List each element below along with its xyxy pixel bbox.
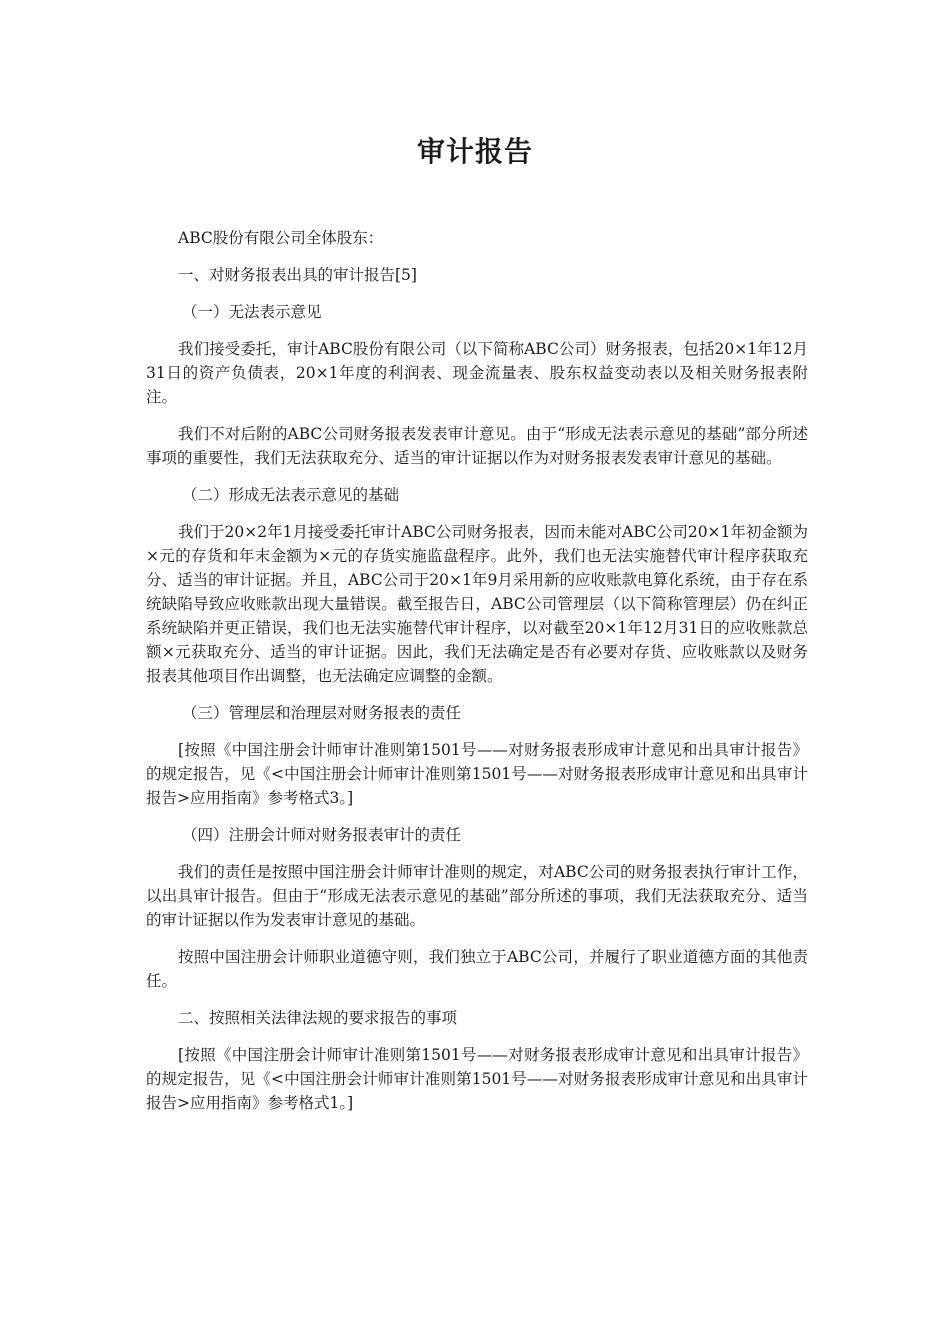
section2-heading: 二、按照相关法律法规的要求报告的事项 <box>178 1009 458 1027</box>
document-body <box>146 226 808 1128</box>
section2-paragraph: [按照《中国注册会计师审计准则第1501号——对财务报表形成审计意见和出具审计报告》的规定报告，见《<中国注册会计师审计准则第1501号——对财务报表形成审计意见和出具审计报告>应用指南》参考格式1。] <box>146 1046 808 1112</box>
section1-heading: 一、对财务报表出具的审计报告[5] <box>178 266 417 284</box>
opinion-paragraph-2: 我们不对后附的ABC公司财务报表发表审计意见。由于“形成无法表示意见的基础”部分所述事项的重要性，我们无法获取充分、适当的审计证据以作为对财务报表发表审计意见的基础。 <box>146 425 808 467</box>
salutation: ABC股份有限公司全体股东： <box>178 229 384 247</box>
opinion-paragraph-1: 我们接受委托，审计ABC股份有限公司（以下简称ABC公司）财务报表，包括20×1年12月31日的资产负债表，20×1年度的利润表、现金流量表、股东权益变动表以及相关财务报表附注。 <box>146 340 808 406</box>
management-responsibility-heading: （三）管理层和治理层对财务报表的责任 <box>182 704 462 722</box>
basis-heading: （二）形成无法表示意见的基础 <box>182 486 400 504</box>
document-title: 审计报告 <box>416 135 533 168</box>
basis-paragraph: 我们于20×2年1月接受委托审计ABC公司财务报表，因而未能对ABC公司20×1年初金额为×元的存货和年末金额为×元的存货实施监盘程序。此外，我们也无法实施替代审计程序获取充分、适当的审计证据。并且，ABC公司于20×1年9月采用新的应收账款电算化系统，由于存在系统缺陷导致应收账款出现大量错误。截至报告日，ABC公司管理层（以下简称管理层）仍在纠正系统缺陷并更正错误，我们也无法实施替代审计程序，以对截至20×1年12月31日的应收账款总额×元获取充分、适当的审计证据。因此，我们无法确定是否有必要对存货、应收账款以及财务报表其他项目作出调整，也无法确定应调整的金额。 <box>146 523 808 685</box>
auditor-responsibility-paragraph-2: 按照中国注册会计师职业道德守则，我们独立于ABC公司，并履行了职业道德方面的其他责任。 <box>146 948 808 990</box>
auditor-responsibility-paragraph-1: 我们的责任是按照中国注册会计师审计准则的规定，对ABC公司的财务报表执行审计工作，以出具审计报告。但由于“形成无法表示意见的基础”部分所述的事项，我们无法获取充分、适当的审计证据以作为发表审计意见的基础。 <box>146 863 808 929</box>
management-responsibility-paragraph: [按照《中国注册会计师审计准则第1501号——对财务报表形成审计意见和出具审计报告》的规定报告，见《<中国注册会计师审计准则第1501号——对财务报表形成审计意见和出具审计报告>应用指南》参考格式3。] <box>146 741 808 807</box>
opinion-heading: （一）无法表示意见 <box>182 303 322 321</box>
auditor-responsibility-heading: （四）注册会计师对财务报表审计的责任 <box>182 826 462 844</box>
